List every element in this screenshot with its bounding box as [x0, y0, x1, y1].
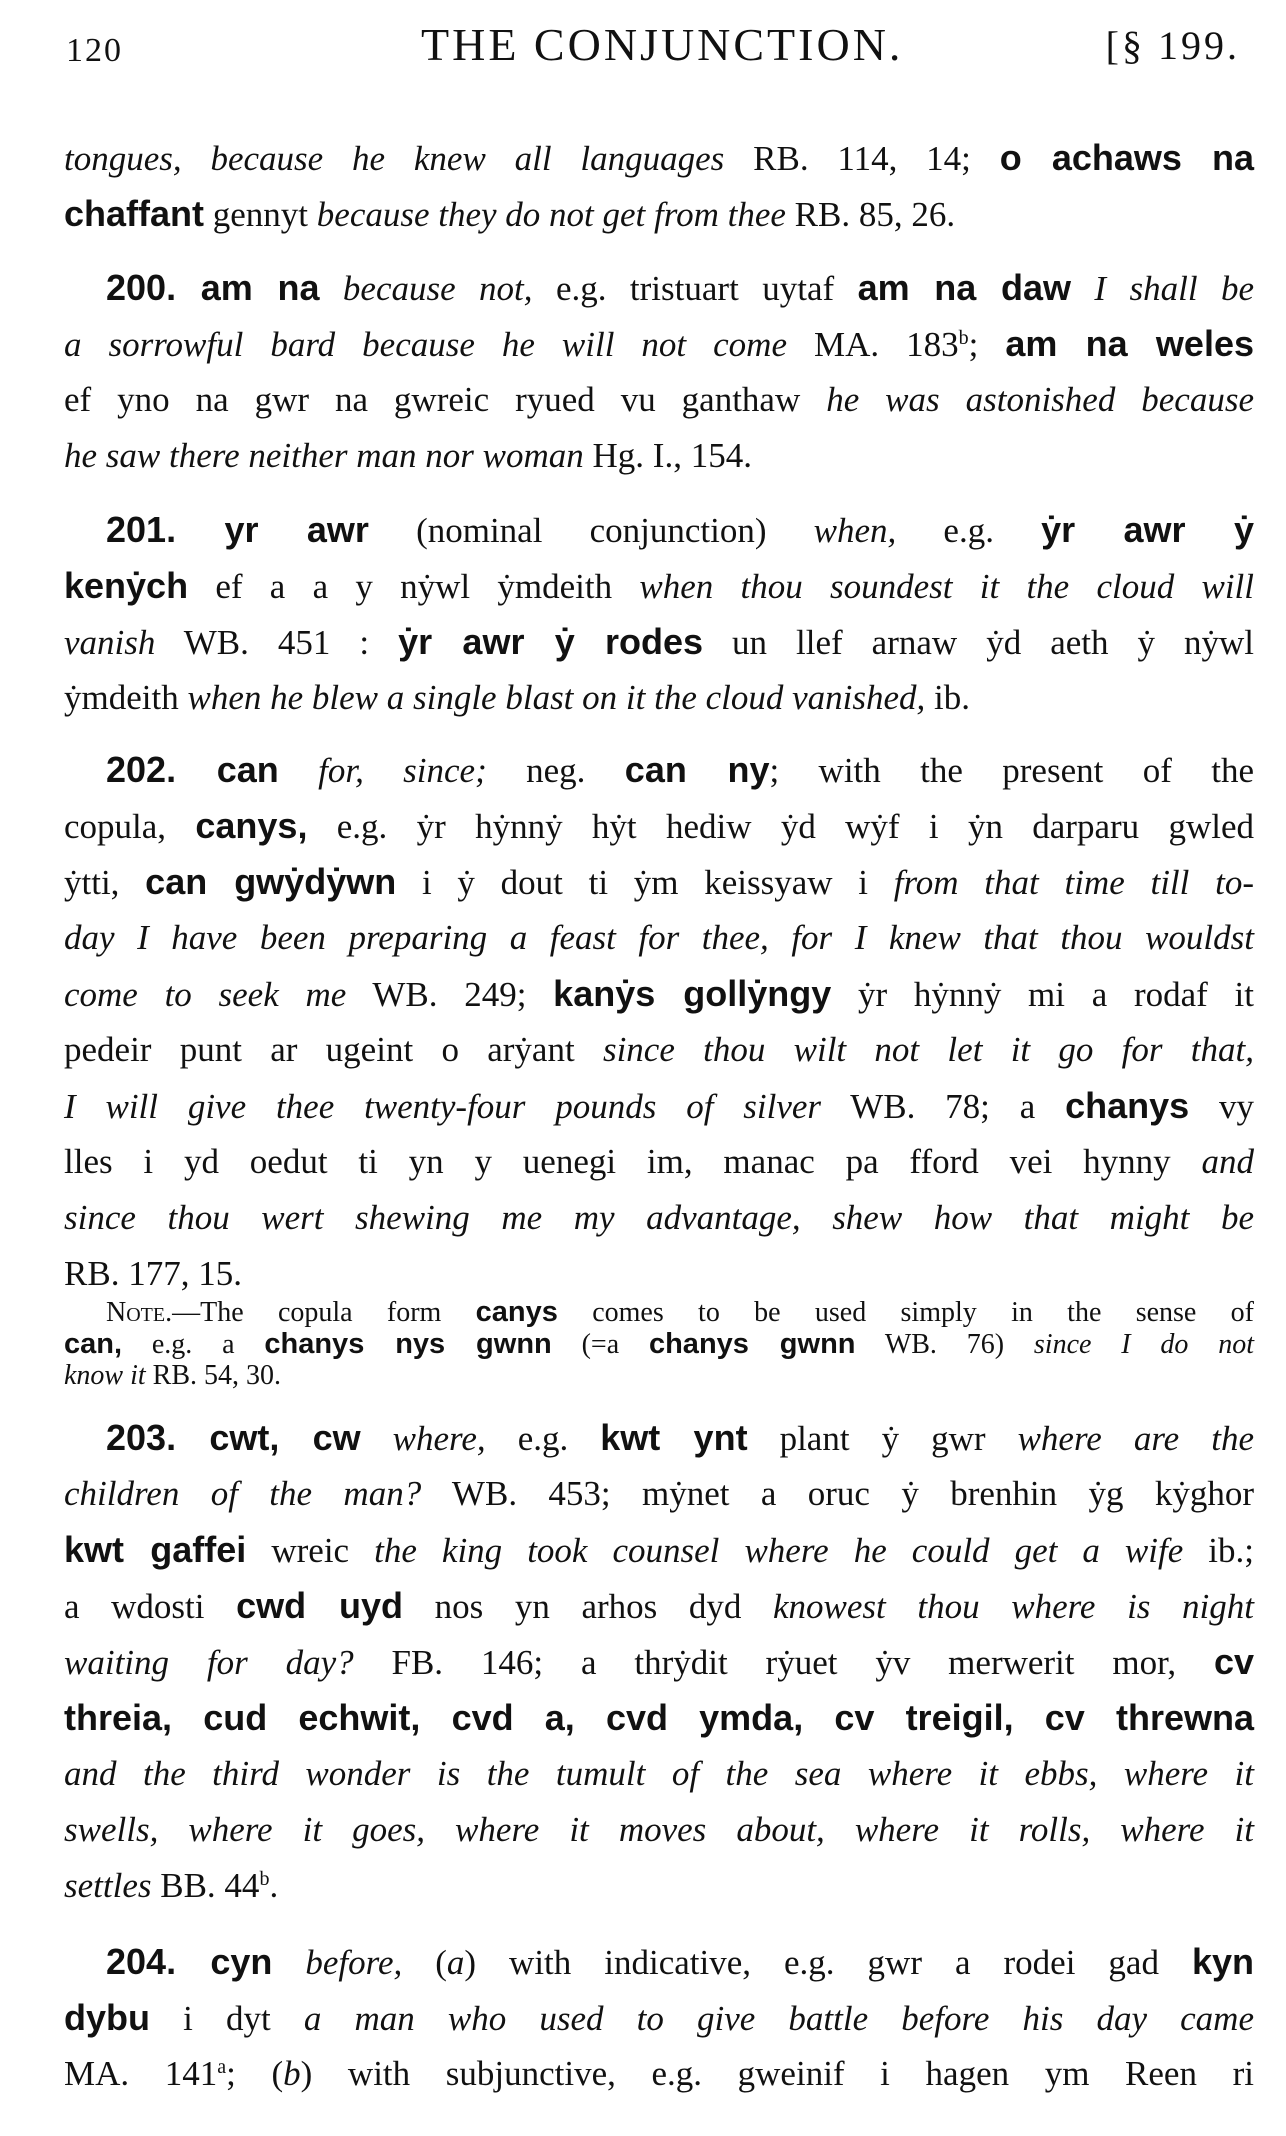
- english-gloss: he saw there neither man nor woman: [64, 436, 584, 475]
- text-run: (=a: [551, 1329, 649, 1360]
- welsh-term: cv: [1213, 1641, 1254, 1682]
- text-run: e.g. ẏr hẏnnẏ hẏt hediw ẏd wẏf i ẏn darparu gwled: [307, 807, 1254, 846]
- english-gloss: vanish: [64, 623, 156, 662]
- english-gloss: knowest thou where is night: [773, 1587, 1254, 1626]
- text-line: [64, 260, 1254, 316]
- text-line: [64, 1466, 1254, 1522]
- section-reference: [§ 199.: [1105, 23, 1240, 68]
- text-run: Hg. I., 154.: [583, 436, 752, 475]
- text-run: nos yn arhos dyd: [403, 1587, 774, 1626]
- text-line: [64, 502, 1254, 558]
- note-line: [64, 1360, 1254, 1392]
- welsh-term: chanys gwnn: [648, 1328, 856, 1360]
- text-run: ef yno na gwr na gwreic ryued vu ganthaw: [64, 380, 827, 419]
- note-line: [64, 1296, 1254, 1328]
- text-line: [64, 798, 1254, 854]
- english-gloss: because they do not get from thee: [316, 195, 786, 234]
- text-run: WB. 451 :: [155, 623, 399, 662]
- running-header: [66, 18, 1248, 88]
- text-run: e.g.: [485, 1419, 601, 1458]
- welsh-term: o achaws na: [999, 137, 1254, 178]
- welsh-term: am na daw: [857, 267, 1071, 308]
- text-run: RB. 177, 15.: [64, 1254, 242, 1293]
- english-gloss: for, since;: [278, 751, 487, 790]
- text-run: RB. 85, 26.: [785, 195, 956, 234]
- text-run: MA. 183: [787, 325, 959, 364]
- english-gloss: where,: [360, 1419, 486, 1458]
- text-run: lles i yd oedut ti yn y uenegi im, manac pa fford vei hynny: [64, 1142, 1202, 1181]
- text-line: [64, 130, 1254, 186]
- text-run: FB. 146; a thrẏdit rẏuet ẏv merwerit mor,: [353, 1643, 1214, 1682]
- english-gloss: settles: [64, 1866, 152, 1905]
- english-gloss: when thou soundest it the cloud will: [639, 567, 1254, 606]
- text-run: e.g. a: [122, 1329, 265, 1360]
- english-gloss: a man who used to give battle before his day came: [303, 1999, 1254, 2038]
- text-run: (: [402, 1943, 447, 1982]
- text-line: [64, 428, 1254, 484]
- welsh-term: can ny: [624, 749, 770, 790]
- text-run: gennyt: [204, 195, 317, 234]
- text-line: [64, 1246, 1254, 1302]
- text-run: copula,: [64, 807, 196, 846]
- text-run: (nominal conjunction): [368, 511, 814, 550]
- welsh-term: ẏr awr ẏ rodes: [398, 621, 704, 662]
- text-line: [64, 1934, 1254, 1990]
- welsh-term: am na: [200, 267, 320, 308]
- text-line: [64, 1078, 1254, 1134]
- english-gloss: before,: [272, 1943, 403, 1982]
- welsh-term: cyn: [210, 1941, 273, 1982]
- text-line: [64, 1690, 1254, 1746]
- english-gloss: a sorrowful bard because he will not come: [64, 325, 787, 364]
- text-run: ; with the present of the: [769, 751, 1254, 790]
- welsh-term: canys,: [195, 805, 308, 846]
- english-gloss: and: [1201, 1142, 1254, 1181]
- welsh-term: kenẏch: [64, 565, 189, 606]
- welsh-term: chanys nys gwnn: [264, 1328, 552, 1360]
- welsh-term: threia, cud echwit, cvd a, cvd ymda, cv treigil, cv threwna: [64, 1697, 1254, 1738]
- text-run: un llef arnaw ẏd aeth ẏ nẏwl: [703, 623, 1254, 662]
- welsh-term: dybu: [64, 1997, 150, 2038]
- welsh-term: kwt ynt: [600, 1417, 748, 1458]
- text-line: [64, 614, 1254, 670]
- text-run: BB. 44: [151, 1866, 260, 1905]
- text-line: [64, 1746, 1254, 1802]
- text-run: wreic: [246, 1531, 375, 1570]
- superscript: b: [958, 327, 969, 349]
- text-run: vy: [1189, 1087, 1254, 1126]
- text-line: [64, 966, 1254, 1022]
- welsh-term: yr awr: [224, 509, 369, 550]
- text-run: pedeir punt ar ugeint o arẏant: [64, 1030, 603, 1069]
- text-run: ẏtti,: [64, 863, 146, 902]
- english-gloss: he was astonished because: [826, 380, 1254, 419]
- english-gloss: b: [283, 2054, 301, 2093]
- welsh-term: 203.: [106, 1417, 210, 1458]
- text-run: e.g. tristuart uytaf: [532, 269, 858, 308]
- chapter-title: THE CONJUNCTION.: [421, 19, 904, 70]
- superscript: a: [217, 2056, 227, 2078]
- text-line: [64, 1022, 1254, 1078]
- welsh-term: chaffant: [64, 193, 205, 234]
- text-line: [64, 558, 1254, 614]
- text-run: plant ẏ gwr: [747, 1419, 1018, 1458]
- page-number: 120: [66, 32, 123, 69]
- english-gloss: since thou wilt not let it go for that,: [602, 1030, 1255, 1069]
- welsh-term: cwd uyd: [236, 1585, 403, 1626]
- text-run: i dyt: [150, 1999, 304, 2038]
- text-run: Note.: [106, 1297, 173, 1328]
- text-run: .: [269, 1866, 279, 1905]
- welsh-term: am na weles: [1005, 323, 1254, 364]
- text-run: ib.: [925, 678, 971, 717]
- book-page: [58, 0, 1255, 2136]
- english-gloss: swells, where it goes, where it moves about, where it rolls, where it: [64, 1810, 1254, 1849]
- text-run: e.g.: [896, 511, 1042, 550]
- text-run: —The copula form: [172, 1297, 476, 1328]
- text-run: ib.;: [1183, 1531, 1254, 1570]
- superscript: b: [259, 1868, 270, 1890]
- welsh-term: canys: [475, 1296, 558, 1328]
- text-line: [64, 1858, 1254, 1914]
- text-line: [64, 854, 1254, 910]
- text-line: [64, 910, 1254, 966]
- english-gloss: a: [446, 1943, 465, 1982]
- text-run: ; (: [226, 2054, 284, 2093]
- english-gloss: I will give thee twenty-four pounds of silver: [64, 1087, 822, 1126]
- welsh-term: chanys: [1065, 1085, 1190, 1126]
- text-run: comes to be used simply in the sense of: [557, 1297, 1254, 1328]
- english-gloss: where are the: [1017, 1419, 1254, 1458]
- text-line: [64, 1522, 1254, 1578]
- text-run: ẏmdeith: [64, 678, 188, 717]
- text-line: [64, 1634, 1254, 1690]
- text-run: neg.: [486, 751, 625, 790]
- welsh-term: 200.: [106, 267, 201, 308]
- welsh-term: can: [216, 749, 279, 790]
- text-run: WB. 249;: [346, 975, 554, 1014]
- welsh-term: 204.: [106, 1941, 211, 1982]
- text-run: ) with subjunctive, e.g. gweinif i hagen ym Reen ri: [300, 2054, 1254, 2093]
- text-line: [64, 1802, 1254, 1858]
- english-gloss: come to seek me: [64, 975, 347, 1014]
- text-line: [64, 2046, 1254, 2102]
- text-run: WB. 76): [855, 1329, 1034, 1360]
- text-run: RB. 114, 14;: [724, 139, 1000, 178]
- welsh-term: can,: [64, 1328, 123, 1360]
- text-run: ;: [968, 325, 1006, 364]
- english-gloss: know it: [64, 1360, 146, 1391]
- text-run: ) with indicative, e.g. gwr a rodei gad: [464, 1943, 1192, 1982]
- english-gloss: because not,: [319, 269, 533, 308]
- english-gloss: when he blew a single blast on it the cloud vanished,: [187, 678, 926, 717]
- english-gloss: waiting for day?: [64, 1643, 354, 1682]
- english-gloss: the king took counsel where he could get a wife: [374, 1531, 1184, 1570]
- welsh-term: can gwẏdẏwn: [145, 861, 397, 902]
- text-run: i ẏ dout ti ẏm keissyaw i: [396, 863, 894, 902]
- text-line: [64, 186, 1254, 242]
- text-run: WB. 453; mẏnet a oruc ẏ brenhin ẏg kẏghor: [421, 1474, 1254, 1513]
- english-gloss: since I do not: [1033, 1329, 1255, 1360]
- english-gloss: day I have been preparing a feast for thee, for I knew that thou wouldst: [64, 918, 1254, 957]
- text-line: [64, 1990, 1254, 2046]
- welsh-term: ẏr awr ẏ: [1041, 509, 1254, 550]
- welsh-term: kanẏs gollẏngy: [553, 973, 832, 1014]
- text-run: ef a a y nẏwl ẏmdeith: [188, 567, 640, 606]
- text-line: [64, 1134, 1254, 1190]
- english-gloss: and the third wonder is the tumult of the sea where it ebbs, where it: [64, 1754, 1254, 1793]
- english-gloss: since thou wert shewing me my advantage, shew how that might be: [64, 1198, 1254, 1237]
- welsh-term: 202.: [106, 749, 217, 790]
- text-line: [64, 1190, 1254, 1246]
- welsh-term: kwt gaffei: [64, 1529, 247, 1570]
- english-gloss: from that time till to-: [893, 863, 1254, 902]
- text-run: WB. 78; a: [821, 1087, 1066, 1126]
- welsh-term: kyn: [1191, 1941, 1254, 1982]
- note-line: [64, 1328, 1254, 1360]
- text-line: [64, 1578, 1254, 1634]
- text-line: [64, 742, 1254, 798]
- english-gloss: tongues, because he knew all languages: [64, 139, 725, 178]
- text-run: MA. 141: [64, 2054, 218, 2093]
- text-run: ẏr hẏnnẏ mi a rodaf it: [831, 975, 1254, 1014]
- welsh-term: cwt, cw: [209, 1417, 361, 1458]
- english-gloss: I shall be: [1070, 269, 1255, 308]
- english-gloss: when,: [813, 511, 897, 550]
- text-line: [64, 670, 1254, 726]
- text-run: a wdosti: [64, 1587, 237, 1626]
- text-line: [64, 316, 1254, 372]
- text-line: [64, 372, 1254, 428]
- english-gloss: children of the man?: [64, 1474, 422, 1513]
- welsh-term: 201.: [106, 509, 225, 550]
- text-line: [64, 1410, 1254, 1466]
- text-run: RB. 54, 30.: [145, 1360, 282, 1391]
